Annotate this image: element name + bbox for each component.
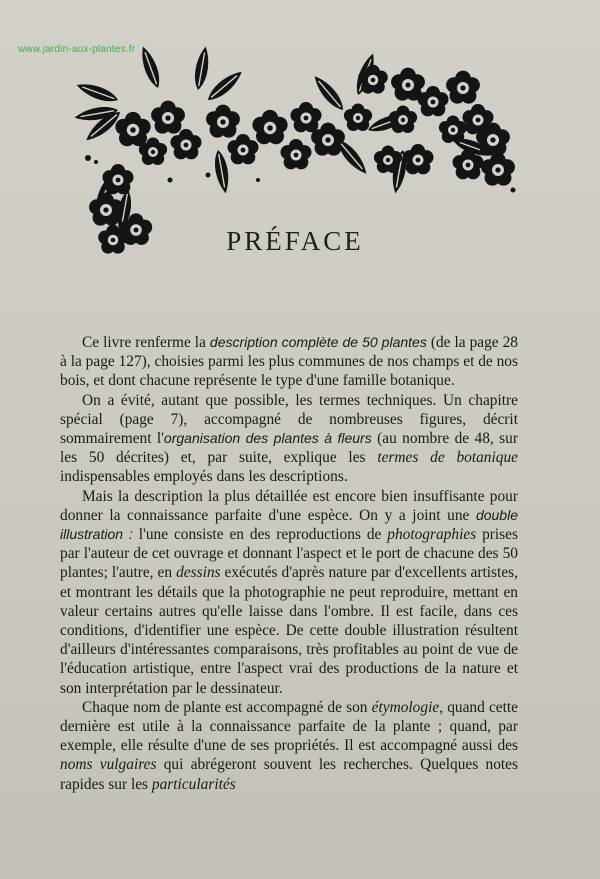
watermark-url[interactable]: www.jardin-aux-plantes.fr	[18, 44, 136, 55]
paragraph-3: Mais la description la plus détaillée est encore bien insuffisante pour donner la connaissance parfaite d'une espèce. On y a joint une double illustration : l'une consiste en des reproductions de photographies prises par l'auteur de cet ouvrage et donnant l'aspect et le port de chacune des 50 plantes; l'autre, en dessins exécutés d'après nature par d'excellents artistes, et montrant les détails que la photographie ne peut reproduire, mettant en valeur certains autres qu'elle laisse dans l'ombre. Il est facile, dans ces conditions, d'identifier une espèce. De cette double illustration résultent d'ailleurs d'intéressantes comparaisons, très profitables au point de vue de l'éducation artistique, entre l'aspect vrai des productions de la nature et son interprétation par le dessinateur.	[60, 487, 518, 697]
preface-text	[60, 333, 518, 794]
paragraph-4: Chaque nom de plante est accompagné de son étymologie, quand cette dernière est utile à la connaissance parfaite de la plante ; quand, par exemple, elle résulte d'une de ses propriétés. Il est accompagné aussi des noms vulgaires qui abrégeront souvent les recherches. Quelques notes rapides sur les particularités	[60, 698, 519, 793]
paragraph-1: Ce livre renferme la description complète de 50 plantes (de la page 28 à la page 127), choisies parmi les plus communes de nos champs et de nos bois, et dont chacune représente le type d'une famille botanique.	[60, 334, 519, 390]
page-title: PRÉFACE	[226, 226, 364, 256]
paragraph-2: On a évité, autant que possible, les termes techniques. Un chapitre spécial (page 7), accompagné de nombreuses figures, décrit sommairement l'organisation des plantes à fleurs (au nombre de 48, sur les 50 décrites) et, par suite, explique les termes de botanique indispensables employés dans les descriptions.	[60, 391, 518, 486]
